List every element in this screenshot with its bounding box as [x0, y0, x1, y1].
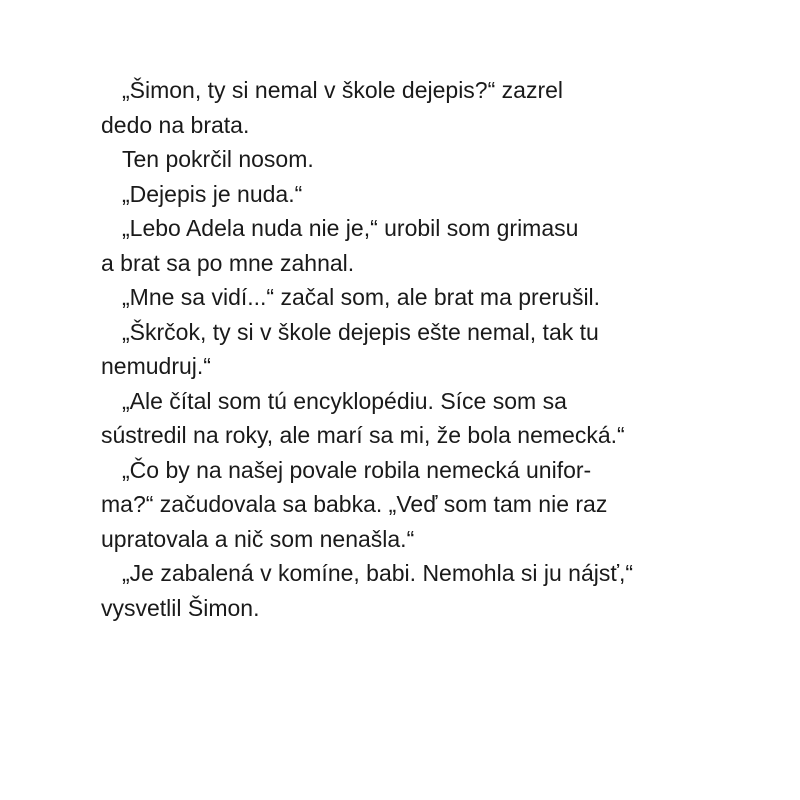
- text-line: ma?“ začudovala sa babka. „Veď som tam nie raz: [101, 491, 608, 517]
- text-line: sústredil na roky, ale marí sa mi, že bola nemecká.“: [101, 422, 625, 448]
- text-line: nemudruj.“: [101, 353, 211, 379]
- text-line: a brat sa po mne zahnal.: [101, 249, 355, 276]
- text-line: vysvetlil Šimon.: [101, 594, 260, 621]
- text-line: „Čo by na našej povale robila nemecká unifor-: [122, 456, 592, 483]
- text-line: „Ale čítal som tú encyklopédiu. Síce som sa: [122, 387, 567, 414]
- story-text: [101, 73, 701, 625]
- text-line: dedo na brata.: [101, 111, 250, 138]
- text-line: Ten pokrčil nosom.: [122, 146, 314, 172]
- text-line: „Je zabalená v komíne, babi. Nemohla si ju nájsť,“: [122, 560, 634, 586]
- text-line: upratovala a nič som nenašla.“: [101, 525, 415, 552]
- text-line: „Mne sa vidí...“ začal som, ale brat ma prerušil.: [122, 284, 601, 310]
- text-line: „Lebo Adela nuda nie je,“ urobil som grimasu: [122, 215, 579, 241]
- text-line: „Škrčok, ty si v škole dejepis ešte nemal, tak tu: [122, 318, 599, 345]
- text-line: „Šimon, ty si nemal v škole dejepis?“ zazrel: [122, 77, 563, 103]
- text-line: „Dejepis je nuda.“: [122, 180, 303, 207]
